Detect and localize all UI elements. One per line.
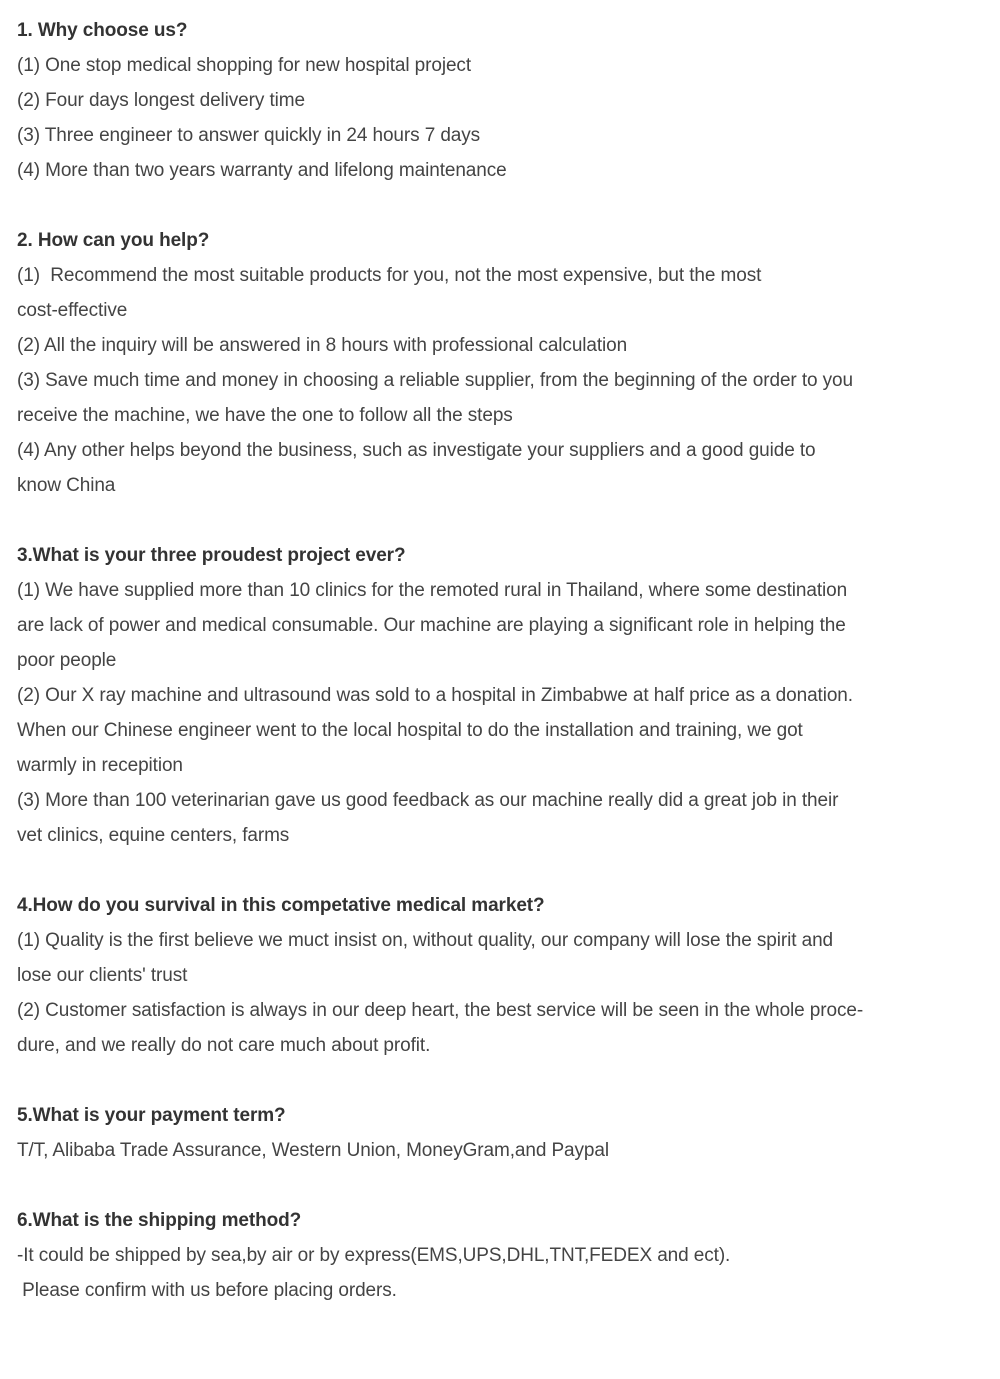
faq-line: -It could be shipped by sea,by air or by express(EMS,UPS,DHL,TNT,FEDEX and ect). xyxy=(17,1245,731,1266)
faq-line: (2) Four days longest delivery time xyxy=(17,90,305,111)
section-heading: 5.What is your payment term? xyxy=(17,1105,286,1126)
faq-line: warmly in recepition xyxy=(17,755,183,776)
faq-section-payment-term xyxy=(17,1098,990,1168)
faq-line: cost-effective xyxy=(17,300,128,321)
faq-line: receive the machine, we have the one to follow all the steps xyxy=(17,405,513,426)
faq-line: (1) One stop medical shopping for new hospital project xyxy=(17,55,472,76)
faq-line: (2) All the inquiry will be answered in 8 hours with professional calculation xyxy=(17,335,628,356)
faq-section-how-can-you-help xyxy=(17,223,990,503)
faq-line: (1) Quality is the first believe we muct insist on, without quality, our company will lose the spirit and xyxy=(17,930,834,951)
section-heading: 2. How can you help? xyxy=(17,230,210,251)
faq-section-proudest-project xyxy=(17,538,990,853)
faq-line: vet clinics, equine centers, farms xyxy=(17,825,290,846)
faq-section-survival-market xyxy=(17,888,990,1063)
faq-line: (1) Recommend the most suitable products for you, not the most expensive, but the most xyxy=(17,265,762,286)
faq-line: poor people xyxy=(17,650,117,671)
faq-line: (3) More than 100 veterinarian gave us good feedback as our machine really did a great job in their xyxy=(17,790,839,811)
faq-line: Please confirm with us before placing orders. xyxy=(17,1280,397,1301)
section-heading: 1. Why choose us? xyxy=(17,20,188,41)
faq-line: (4) More than two years warranty and lifelong maintenance xyxy=(17,160,507,181)
faq-line: (1) We have supplied more than 10 clinics for the remoted rural in Thailand, where some destination xyxy=(17,580,848,601)
faq-line: lose our clients' trust xyxy=(17,965,188,986)
faq-line: (4) Any other helps beyond the business, such as investigate your suppliers and a good guide to xyxy=(17,440,816,461)
section-heading: 6.What is the shipping method? xyxy=(17,1210,302,1231)
faq-line: (2) Our X ray machine and ultrasound was sold to a hospital in Zimbabwe at half price as a donation. xyxy=(17,685,853,706)
faq-line: When our Chinese engineer went to the local hospital to do the installation and training, we got xyxy=(17,720,803,741)
faq-line: T/T, Alibaba Trade Assurance, Western Union, MoneyGram,and Paypal xyxy=(17,1140,609,1161)
faq-section-shipping-method xyxy=(17,1203,990,1308)
faq-line: (3) Three engineer to answer quickly in 24 hours 7 days xyxy=(17,125,481,146)
faq-section-why-choose-us xyxy=(17,13,990,188)
faq-line: know China xyxy=(17,475,116,496)
faq-line: dure, and we really do not care much about profit. xyxy=(17,1035,431,1056)
faq-line: (3) Save much time and money in choosing a reliable supplier, from the beginning of the order to you xyxy=(17,370,853,391)
faq-line: (2) Customer satisfaction is always in our deep heart, the best service will be seen in the whole proce- xyxy=(17,1000,864,1021)
faq-line: are lack of power and medical consumable. Our machine are playing a significant role in helping the xyxy=(17,615,846,636)
section-heading: 4.How do you survival in this competative medical market? xyxy=(17,895,545,916)
section-heading: 3.What is your three proudest project ever? xyxy=(17,545,406,566)
